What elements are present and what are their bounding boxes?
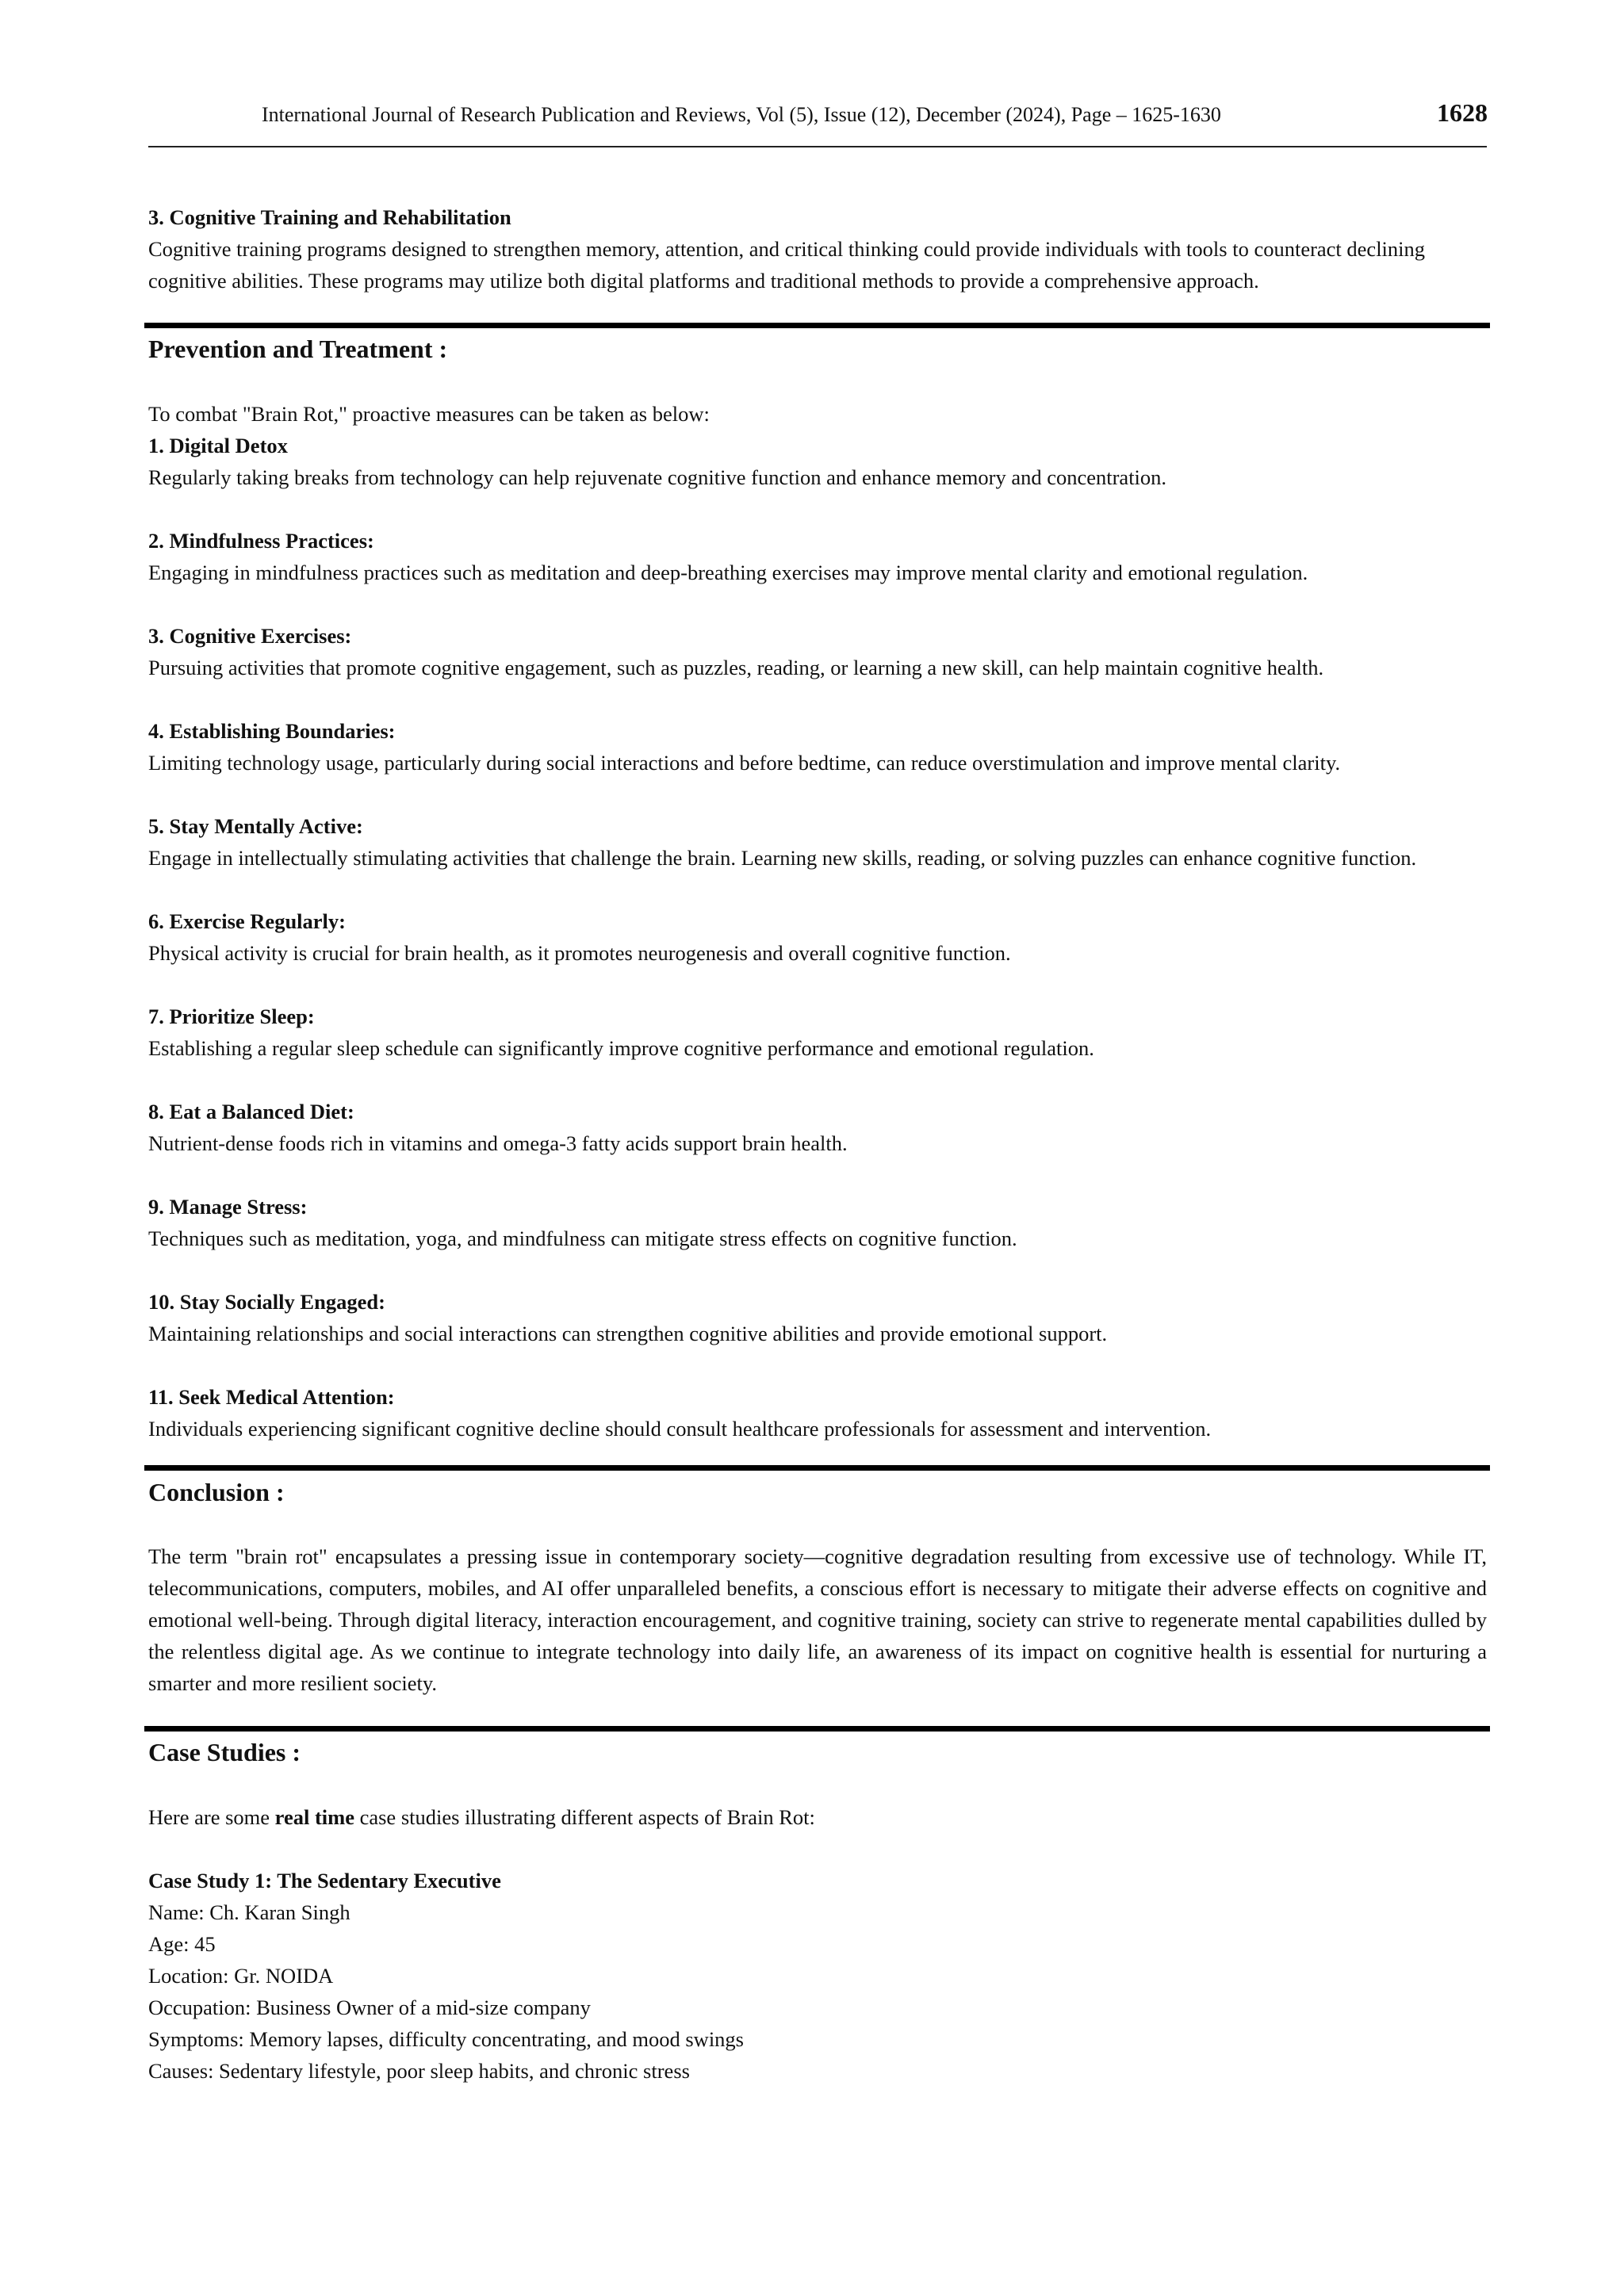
prevention-item <box>148 430 1487 493</box>
prevention-list <box>148 398 1487 1476</box>
prevention-item <box>148 1096 1487 1159</box>
item-heading: 2. Mindfulness Practices: <box>148 529 374 553</box>
case-study-line: Location: Gr. NOIDA <box>148 1964 334 1988</box>
item-text: Techniques such as meditation, yoga, and mindfulness can mitigate stress effects on cognitive function. <box>148 1226 1017 1250</box>
item-text: Maintaining relationships and social interactions can strengthen cognitive abilities and provide emotional support. <box>148 1322 1108 1345</box>
case-study-line: Occupation: Business Owner of a mid-size company <box>148 1996 591 2019</box>
item-heading: 3. Cognitive Exercises: <box>148 624 352 648</box>
prevention-item <box>148 905 1487 969</box>
section-title-prevention: Prevention and Treatment : <box>148 335 448 363</box>
case-study-line: Name: Ch. Karan Singh <box>148 1900 350 1924</box>
item-heading: 8. Eat a Balanced Diet: <box>148 1100 354 1123</box>
item-text: Limiting technology usage, particularly during social interactions and before bedtime, can reduce overstimulation and improve mental clarity. <box>148 751 1341 775</box>
page-number: 1628 <box>1437 98 1488 127</box>
case-studies-intro <box>148 1801 1487 1833</box>
item-text: Regularly taking breaks from technology can help rejuvenate cognitive function and enhance memory and concentration. <box>148 465 1167 489</box>
item-heading: 5. Stay Mentally Active: <box>148 814 363 838</box>
running-header: International Journal of Research Publication and Reviews, Vol (5), Issue (12), December (2024), Page – 1625-1630 <box>262 103 1221 126</box>
section-divider <box>144 1726 1490 1732</box>
section-title-conclusion: Conclusion : <box>148 1478 285 1506</box>
case-study-line: Causes: Sedentary lifestyle, poor sleep habits, and chronic stress <box>148 2059 690 2083</box>
case-study-line: Age: 45 <box>148 1932 216 1956</box>
item-heading: 11. Seek Medical Attention: <box>148 1385 395 1409</box>
item-text: Physical activity is crucial for brain health, as it promotes neurogenesis and overall cognitive function. <box>148 941 1011 965</box>
prevention-item <box>148 620 1487 683</box>
item-text: Establishing a regular sleep schedule can significantly improve cognitive performance and emotional regulation. <box>148 1036 1094 1060</box>
item-heading: 9. Manage Stress: <box>148 1195 308 1219</box>
item-heading: 7. Prioritize Sleep: <box>148 1004 315 1028</box>
item-text: Individuals experiencing significant cognitive decline should consult healthcare professionals for assessment and intervention. <box>148 1417 1212 1441</box>
prevention-intro: To combat "Brain Rot," proactive measures can be taken as below: <box>148 402 710 426</box>
paragraph-line: Cognitive training programs designed to strengthen memory, attention, and critical thinking could provide individuals with tools to counteract declining <box>148 237 1426 261</box>
prevention-item <box>148 810 1487 874</box>
item-text: Nutrient-dense foods rich in vitamins and omega-3 fatty acids support brain health. <box>148 1131 848 1155</box>
item-text: Engaging in mindfulness practices such as meditation and deep-breathing exercises may improve mental clarity and emotional regulation. <box>148 561 1308 584</box>
prevention-item <box>148 1286 1487 1349</box>
subsection-heading: 3. Cognitive Training and Rehabilitation <box>148 205 511 229</box>
item-heading: 10. Stay Socially Engaged: <box>148 1290 385 1314</box>
section-title-case-studies: Case Studies : <box>148 1738 301 1766</box>
prevention-item <box>148 525 1487 588</box>
conclusion-paragraph-block <box>148 1540 1487 1699</box>
prevention-item <box>148 1001 1487 1064</box>
prevention-item <box>148 715 1487 779</box>
intro-text: Here are some <box>148 1805 275 1829</box>
paragraph-line: cognitive abilities. These programs may utilize both digital platforms and traditional methods to provide a comprehensive approach. <box>148 269 1259 293</box>
cognitive-training-section <box>148 201 1487 297</box>
prevention-item <box>148 1191 1487 1254</box>
item-heading: 6. Exercise Regularly: <box>148 909 346 933</box>
case-study-heading: Case Study 1: The Sedentary Executive <box>148 1869 501 1892</box>
item-heading: 4. Establishing Boundaries: <box>148 719 396 743</box>
header-rule <box>148 146 1487 147</box>
intro-text: case studies illustrating different aspects of Brain Rot: <box>354 1805 815 1829</box>
item-text: Pursuing activities that promote cognitive engagement, such as puzzles, reading, or learning a new skill, can help maintain cognitive health. <box>148 656 1324 679</box>
section-divider <box>144 1465 1490 1471</box>
item-heading: 1. Digital Detox <box>148 434 288 457</box>
prevention-item <box>148 1381 1487 1445</box>
section-divider <box>144 323 1490 328</box>
intro-emphasis: real time <box>274 1805 354 1829</box>
blank-line <box>148 1833 1487 1865</box>
conclusion-paragraph: The term "brain rot" encapsulates a pressing issue in contemporary society—cognitive degradation resulting from excessive use of technology. While IT, telecommunications, computers, mobiles, and AI offer unparalleled benefits, a conscious effort is necessary to mitigate their adverse effects on cognitive and emotional well-being. Through digital literacy, interaction encouragement, and cognitive training, society can strive to regenerate mental capabilities dulled by the relentless digital age. As we continue to integrate technology into daily life, an awareness of its impact on cognitive health is essential for nurturing a smarter and more resilient society. <box>148 1544 1487 1695</box>
case-study-line: Symptoms: Memory lapses, difficulty concentrating, and mood swings <box>148 2027 744 2051</box>
item-text: Engage in intellectually stimulating activities that challenge the brain. Learning new skills, reading, or solving puzzles can enhance cognitive function. <box>148 846 1417 870</box>
case-studies-block <box>148 1801 1487 2087</box>
